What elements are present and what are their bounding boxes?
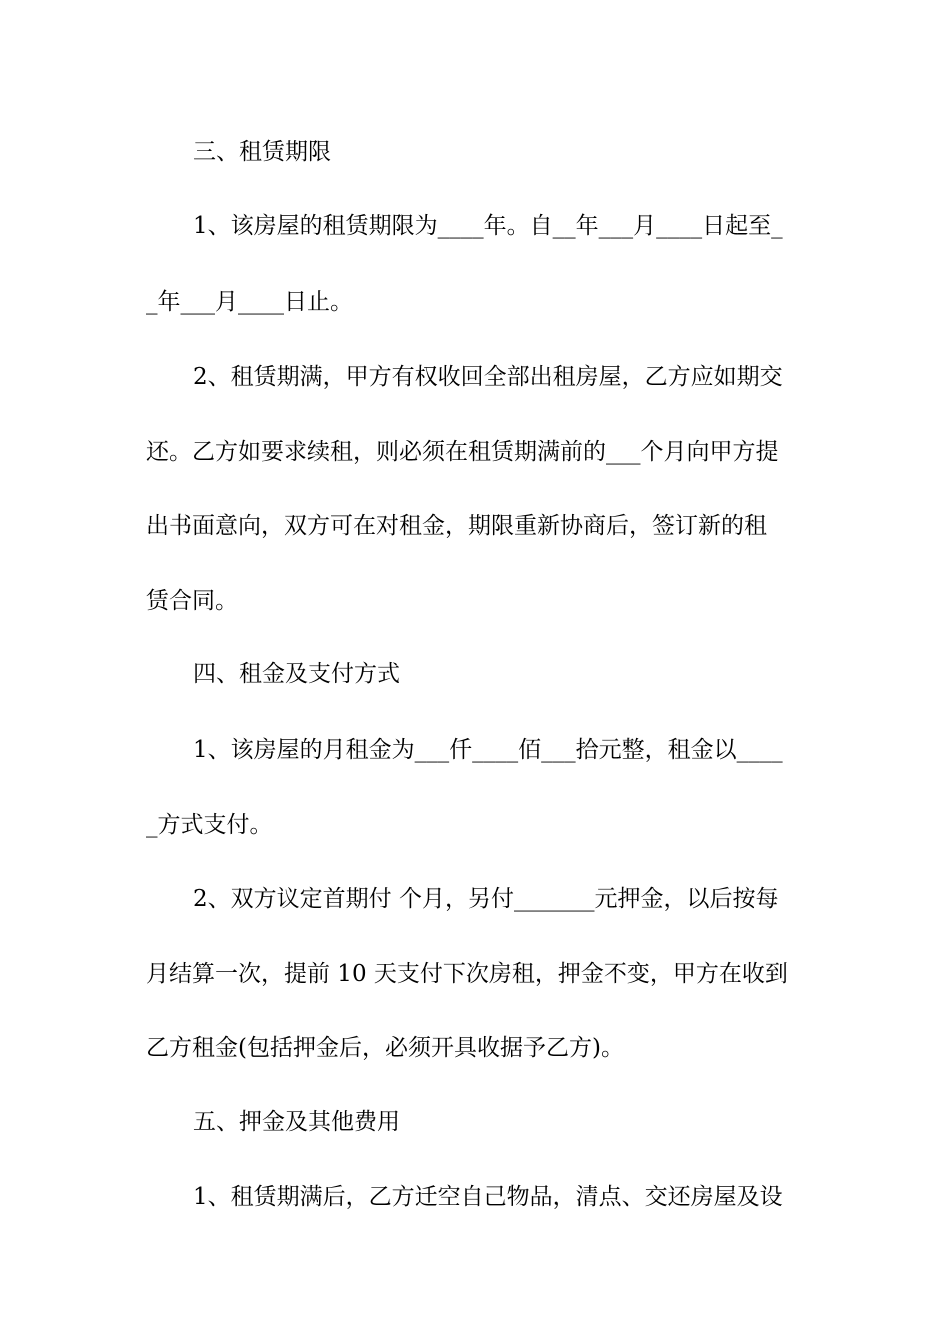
paragraph-line: 赁合同。 [146,588,238,614]
paragraph-line: 出书面意向，双方可在对租金，期限重新协商后，签订新的租 [146,513,767,539]
paragraph-line: 月结算一次，提前 10 天支付下次房租，押金不变，甲方在收到 [146,961,788,987]
section-heading-rent-payment: 四、租金及支付方式 [193,661,400,687]
paragraph-line: 还。乙方如要求续租，则必须在租赁期满前的___个月向甲方提 [146,439,779,465]
paragraph-line: 1、该房屋的租赁期限为____年。自__年___月____日起至_ [193,213,783,239]
paragraph-line: 1、租赁期满后，乙方迁空自己物品，清点、交还房屋及设 [193,1184,783,1210]
section-heading-lease-term: 三、租赁期限 [193,139,331,165]
paragraph-line: 乙方租金(包括押金后，必须开具收据予乙方)。 [146,1035,624,1061]
paragraph-line: 2、双方议定首期付 个月，另付_______元押金，以后按每 [193,886,779,912]
section-heading-deposit-fees: 五、押金及其他费用 [193,1109,400,1135]
paragraph-line: _年___月____日止。 [146,289,353,315]
paragraph-line: 1、该房屋的月租金为___仟____佰___拾元整，租金以____ [193,737,783,763]
paragraph-line: _方式支付。 [146,812,273,838]
paragraph-line: 2、租赁期满，甲方有权收回全部出租房屋，乙方应如期交 [193,364,783,390]
